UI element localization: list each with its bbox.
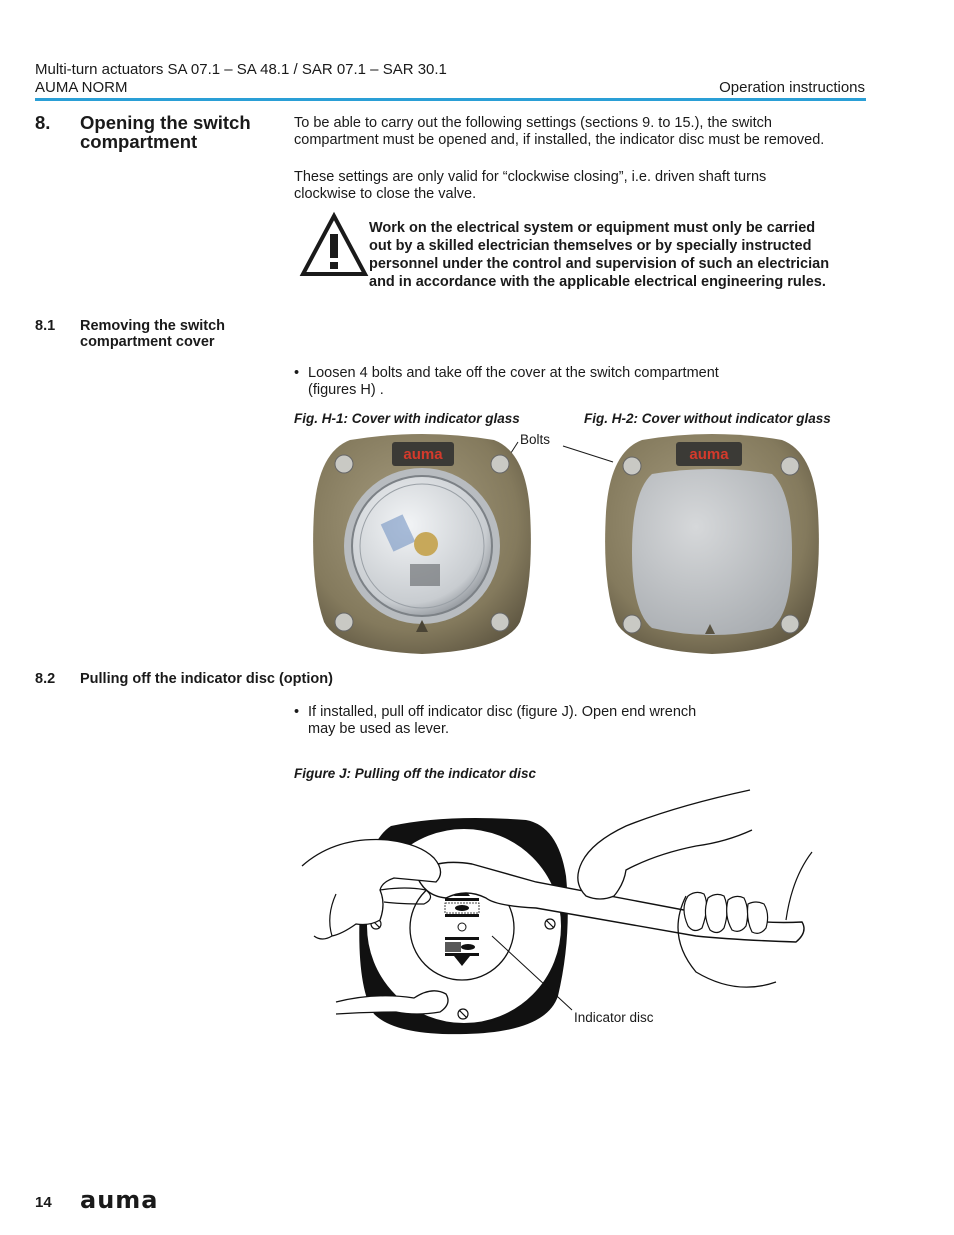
bullet-icon: • — [294, 365, 300, 381]
warning-line2: out by a skilled electrician themselves or by specially instructed — [369, 238, 812, 254]
section-8-2-number: 8.2 — [35, 671, 56, 687]
warning-line1: Work on the electrical system or equipment must only be carried — [369, 220, 816, 236]
section-8-title-line1: Opening the switch — [80, 112, 251, 133]
product-name: AUMA NORM — [35, 79, 128, 96]
section-8-number: 8. — [35, 112, 51, 133]
doc-type: Operation instructions — [719, 79, 865, 96]
bullet-pull-disc — [294, 704, 854, 737]
para1-line1: To be able to carry out the following settings (sections 9. to 15.), the switch — [294, 115, 772, 131]
bullet-8-1-line2: (figures H) . — [308, 381, 384, 398]
doc-title: Multi-turn actuators SA 07.1 – SA 48.1 / SAR 07.1 – SAR 30.1 — [35, 61, 447, 78]
bolts-label: Bolts — [520, 432, 551, 447]
fig-j-illustration — [296, 786, 816, 1038]
para2-line1: These settings are only valid for “clockwise closing”, i.e. driven shaft turns — [294, 169, 767, 185]
section-8-1-title-line2: compartment cover — [80, 334, 215, 350]
fig-j-caption: Figure J: Pulling off the indicator disc — [294, 766, 537, 781]
fig-h2-caption: Fig. H-2: Cover without indicator glass — [584, 411, 831, 426]
bullet-8-2-line1: If installed, pull off indicator disc (figure J). Open end wrench — [308, 704, 697, 720]
page-number: 14 — [35, 1194, 52, 1211]
bullet-8-1-line1: Loosen 4 bolts and take off the cover at the switch compartment — [308, 365, 719, 381]
section-8-2-title: Pulling off the indicator disc (option) — [80, 671, 333, 687]
section-8-title-line2: compartment — [80, 131, 198, 152]
warning-line3: personnel under the control and supervision of such an electrician — [369, 256, 830, 272]
bullet-icon: • — [294, 704, 300, 720]
section-8-1-number: 8.1 — [35, 318, 56, 334]
footer-brand-logo: auma — [80, 1186, 159, 1214]
bullet-8-2-line2: may be used as lever. — [308, 720, 450, 737]
para1-line2: compartment must be opened and, if installed, the indicator disc must be removed. — [294, 131, 825, 148]
h2-logo: auma — [689, 446, 729, 463]
fig-h1-cover-with-glass — [310, 432, 534, 656]
indicator-disc-label: Indicator disc — [574, 1010, 654, 1025]
fig-h2-cover-without-glass — [602, 432, 822, 656]
section-8-1-title-line1: Removing the switch — [80, 318, 226, 334]
h1-logo: auma — [403, 446, 443, 463]
para2-line2: clockwise to close the valve. — [294, 185, 477, 202]
fig-h1-caption: Fig. H-1: Cover with indicator glass — [294, 411, 520, 426]
warning-line4: and in accordance with the applicable electrical engineering rules. — [369, 274, 826, 290]
